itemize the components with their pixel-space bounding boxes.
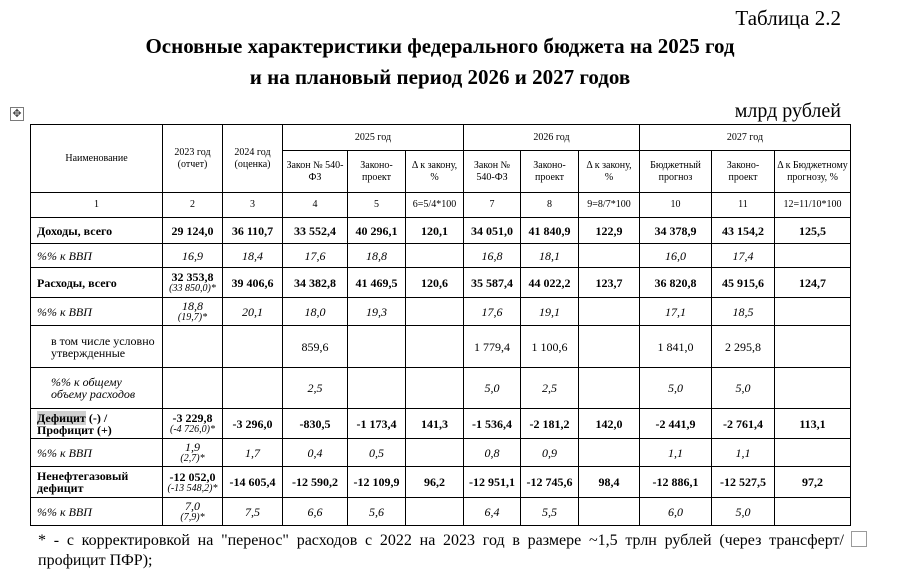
cell-expense-gdp-10: 17,1: [640, 298, 712, 326]
cell-expense-12: 124,7: [775, 268, 851, 298]
cell-deficit-12: 113,1: [775, 409, 851, 439]
header-c8: Законо-проект: [521, 151, 579, 193]
cell-expense-gdp-5: 19,3: [348, 298, 406, 326]
row-label-conditional-pct: %% к общему объему расходов: [31, 368, 163, 409]
cell-income-gdp-2: 16,9: [163, 244, 223, 268]
cell-expense-5: 41 469,5: [348, 268, 406, 298]
header-c7: Закон № 540-ФЗ: [464, 151, 521, 193]
value-nonoil-2023: -12 052,0: [169, 469, 216, 484]
cell-conditional-pct-6: [406, 368, 464, 409]
cell-income-gdp-10: 16,0: [640, 244, 712, 268]
cell-income-11: 43 154,2: [712, 218, 775, 244]
col-num-4: 4: [283, 193, 348, 218]
cell-conditional-7: 1 779,4: [464, 326, 521, 368]
header-c11: Законо-проект: [712, 151, 775, 193]
header-2024: 2024 год (оценка): [223, 125, 283, 193]
cell-nonoil-gdp-8: 5,5: [521, 498, 579, 526]
cell-nonoil-8: -12 745,6: [521, 467, 579, 498]
cell-deficit-11: -2 761,4: [712, 409, 775, 439]
footnote: * - с корректировкой на "перенос" расходов с 2022 на 2023 год в размере ~1,5 трлн рублей (через трансферт/профицит ПФР);: [38, 532, 844, 569]
value-nonoil-gdp-2023: 7,0: [185, 499, 200, 513]
header-group-2025: 2025 год: [283, 125, 464, 151]
cell-income-12: 125,5: [775, 218, 851, 244]
cell-deficit-gdp-8: 0,9: [521, 439, 579, 467]
paragraph-end-marker: [851, 531, 867, 547]
cell-nonoil-gdp-6: [406, 498, 464, 526]
cell-conditional-pct-4: 2,5: [283, 368, 348, 409]
cell-income-2: 29 124,0: [163, 218, 223, 244]
cell-deficit-4: -830,5: [283, 409, 348, 439]
cell-conditional-pct-7: 5,0: [464, 368, 521, 409]
cell-nonoil-11: -12 527,5: [712, 467, 775, 498]
row-label-income-gdp: %% к ВВП: [31, 244, 163, 268]
cell-conditional-3: [223, 326, 283, 368]
cell-nonoil-3: -14 605,4: [223, 467, 283, 498]
cell-deficit-9: 142,0: [579, 409, 640, 439]
cell-expense-9: 123,7: [579, 268, 640, 298]
cell-deficit-gdp-9: [579, 439, 640, 467]
cell-conditional-10: 1 841,0: [640, 326, 712, 368]
value-deficit-2023: -3 229,8: [172, 411, 213, 425]
row-label-income: Доходы, всего: [31, 218, 163, 244]
cell-expense-11: 45 915,6: [712, 268, 775, 298]
col-num-10: 10: [640, 193, 712, 218]
cell-conditional-pct-8: 2,5: [521, 368, 579, 409]
cell-nonoil-gdp-11: 5,0: [712, 498, 775, 526]
value-deficit-gdp-2023: 1,9: [185, 440, 200, 454]
row-label-nonoil-gdp: %% к ВВП: [31, 498, 163, 526]
cell-conditional-pct-9: [579, 368, 640, 409]
cell-income-5: 40 296,1: [348, 218, 406, 244]
cell-conditional-pct-11: 5,0: [712, 368, 775, 409]
cell-income-7: 34 051,0: [464, 218, 521, 244]
header-name: Наименование: [31, 125, 163, 193]
cell-deficit-gdp-7: 0,8: [464, 439, 521, 467]
cell-conditional-8: 1 100,6: [521, 326, 579, 368]
cell-nonoil-gdp-10: 6,0: [640, 498, 712, 526]
cell-income-gdp-3: 18,4: [223, 244, 283, 268]
row-label-deficit: [31, 409, 163, 439]
value-expense-2023: 32 353,8: [171, 270, 214, 284]
col-num-3: 3: [223, 193, 283, 218]
col-num-2: 2: [163, 193, 223, 218]
cell-nonoil-12: 97,2: [775, 467, 851, 498]
cell-conditional-4: 859,6: [283, 326, 348, 368]
row-label-expense: Расходы, всего: [31, 268, 163, 298]
cell-conditional-2: [163, 326, 223, 368]
cell-nonoil-9: 98,4: [579, 467, 640, 498]
header-c4: Закон № 540-ФЗ: [283, 151, 348, 193]
table-label: Таблица 2.2: [735, 6, 841, 30]
cell-nonoil-7: -12 951,1: [464, 467, 521, 498]
row-label-deficit-rest: (-) / Профицит (+): [37, 410, 112, 437]
cell-expense-7: 35 587,4: [464, 268, 521, 298]
row-label-conditional: в том числе условно утвержденные: [31, 326, 163, 368]
value-expense-2023-adjusted: (33 850,0)*: [169, 283, 216, 294]
cell-nonoil-10: -12 886,1: [640, 467, 712, 498]
cell-nonoil-5: -12 109,9: [348, 467, 406, 498]
cell-income-gdp-4: 17,6: [283, 244, 348, 268]
col-num-7: 7: [464, 193, 521, 218]
cell-expense-gdp-7: 17,6: [464, 298, 521, 326]
cell-deficit-gdp-2: [163, 439, 223, 467]
value-deficit-gdp-2023-adjusted: (2,7)*: [180, 453, 205, 464]
cell-deficit-6: 141,3: [406, 409, 464, 439]
cell-expense-gdp-9: [579, 298, 640, 326]
cell-expense-3: 39 406,6: [223, 268, 283, 298]
cell-nonoil-6: 96,2: [406, 467, 464, 498]
cell-expense-gdp-6: [406, 298, 464, 326]
cell-income-gdp-12: [775, 244, 851, 268]
value-deficit-2023-adjusted: (-4 726,0)*: [170, 424, 215, 435]
cell-conditional-6: [406, 326, 464, 368]
cell-income-10: 34 378,9: [640, 218, 712, 244]
cell-conditional-pct-3: [223, 368, 283, 409]
header-2023: 2023 год (отчет): [163, 125, 223, 193]
col-num-12: 12=11/10*100: [775, 193, 851, 218]
cell-deficit-8: -2 181,2: [521, 409, 579, 439]
cell-deficit-gdp-3: 1,7: [223, 439, 283, 467]
cell-expense-gdp-11: 18,5: [712, 298, 775, 326]
cell-conditional-12: [775, 326, 851, 368]
cell-nonoil-gdp-7: 6,4: [464, 498, 521, 526]
col-num-11: 11: [712, 193, 775, 218]
cell-deficit-gdp-12: [775, 439, 851, 467]
cell-conditional-pct-2: [163, 368, 223, 409]
cell-expense-gdp-8: 19,1: [521, 298, 579, 326]
header-c10: Бюджетный прогноз: [640, 151, 712, 193]
cell-deficit-5: -1 173,4: [348, 409, 406, 439]
cell-deficit-10: -2 441,9: [640, 409, 712, 439]
cell-income-9: 122,9: [579, 218, 640, 244]
cell-nonoil-gdp-3: 7,5: [223, 498, 283, 526]
cell-income-gdp-8: 18,1: [521, 244, 579, 268]
row-label-deficit-gdp: %% к ВВП: [31, 439, 163, 467]
cell-income-gdp-11: 17,4: [712, 244, 775, 268]
value-expense-gdp-2023: 18,8: [182, 299, 203, 313]
cell-income-gdp-9: [579, 244, 640, 268]
cell-expense-gdp-12: [775, 298, 851, 326]
table-title-line2: и на плановый период 2026 и 2027 годов: [249, 65, 631, 89]
cell-deficit-gdp-5: 0,5: [348, 439, 406, 467]
header-c5: Законо-проект: [348, 151, 406, 193]
cell-deficit-gdp-11: 1,1: [712, 439, 775, 467]
header-c6: Δ к закону, %: [406, 151, 464, 193]
cell-nonoil-4: -12 590,2: [283, 467, 348, 498]
row-label-deficit-highlight: Дефицит: [37, 410, 86, 425]
col-num-1: 1: [31, 193, 163, 218]
cell-expense-10: 36 820,8: [640, 268, 712, 298]
value-expense-gdp-2023-adjusted: (19,7)*: [177, 312, 208, 323]
cell-conditional-11: 2 295,8: [712, 326, 775, 368]
col-num-5: 5: [348, 193, 406, 218]
cell-deficit-gdp-6: [406, 439, 464, 467]
cell-conditional-pct-12: [775, 368, 851, 409]
cell-expense-6: 120,6: [406, 268, 464, 298]
cell-income-3: 36 110,7: [223, 218, 283, 244]
header-c9: Δ к закону, %: [579, 151, 640, 193]
header-group-2027: 2027 год: [640, 125, 851, 151]
cell-nonoil-gdp-5: 5,6: [348, 498, 406, 526]
header-group-2026: 2026 год: [464, 125, 640, 151]
cell-income-gdp-7: 16,8: [464, 244, 521, 268]
cell-nonoil-gdp-4: 6,6: [283, 498, 348, 526]
cell-nonoil-2: [163, 467, 223, 498]
cell-nonoil-gdp-12: [775, 498, 851, 526]
cell-conditional-5: [348, 326, 406, 368]
cell-income-8: 41 840,9: [521, 218, 579, 244]
cell-deficit-3: -3 296,0: [223, 409, 283, 439]
cell-expense-8: 44 022,2: [521, 268, 579, 298]
value-nonoil-gdp-2023-adjusted: (7,9)*: [180, 512, 205, 523]
col-num-6: 6=5/4*100: [406, 193, 464, 218]
cell-nonoil-gdp-9: [579, 498, 640, 526]
units-label: млрд рублей: [734, 100, 841, 122]
col-num-9: 9=8/7*100: [579, 193, 640, 218]
cell-income-4: 33 552,4: [283, 218, 348, 244]
cell-conditional-9: [579, 326, 640, 368]
cell-deficit-gdp-4: 0,4: [283, 439, 348, 467]
header-c12: Δ к Бюджетному прогнозу, %: [775, 151, 851, 193]
col-num-8: 8: [521, 193, 579, 218]
cell-income-6: 120,1: [406, 218, 464, 244]
cell-expense-2: [163, 268, 223, 298]
cell-expense-gdp-3: 20,1: [223, 298, 283, 326]
row-label-expense-gdp: %% к ВВП: [31, 298, 163, 326]
value-nonoil-2023-adjusted: (-13 548,2)*: [167, 482, 218, 494]
cell-income-gdp-5: 18,8: [348, 244, 406, 268]
cell-deficit-gdp-10: 1,1: [640, 439, 712, 467]
table-title-line1: Основные характеристики федерального бюджета на 2025 год: [145, 34, 735, 58]
cell-deficit-7: -1 536,4: [464, 409, 521, 439]
cell-nonoil-gdp-2: [163, 498, 223, 526]
cell-income-gdp-6: [406, 244, 464, 268]
cell-deficit-2: [163, 409, 223, 439]
row-label-nonoil: Ненефтегазовый дефицит: [31, 467, 163, 498]
cell-expense-gdp-4: 18,0: [283, 298, 348, 326]
budget-table: [30, 124, 851, 526]
cell-expense-4: 34 382,8: [283, 268, 348, 298]
cell-conditional-pct-5: [348, 368, 406, 409]
cell-expense-gdp-2: [163, 298, 223, 326]
move-cross-icon[interactable]: ✥: [10, 107, 24, 121]
cell-conditional-pct-10: 5,0: [640, 368, 712, 409]
